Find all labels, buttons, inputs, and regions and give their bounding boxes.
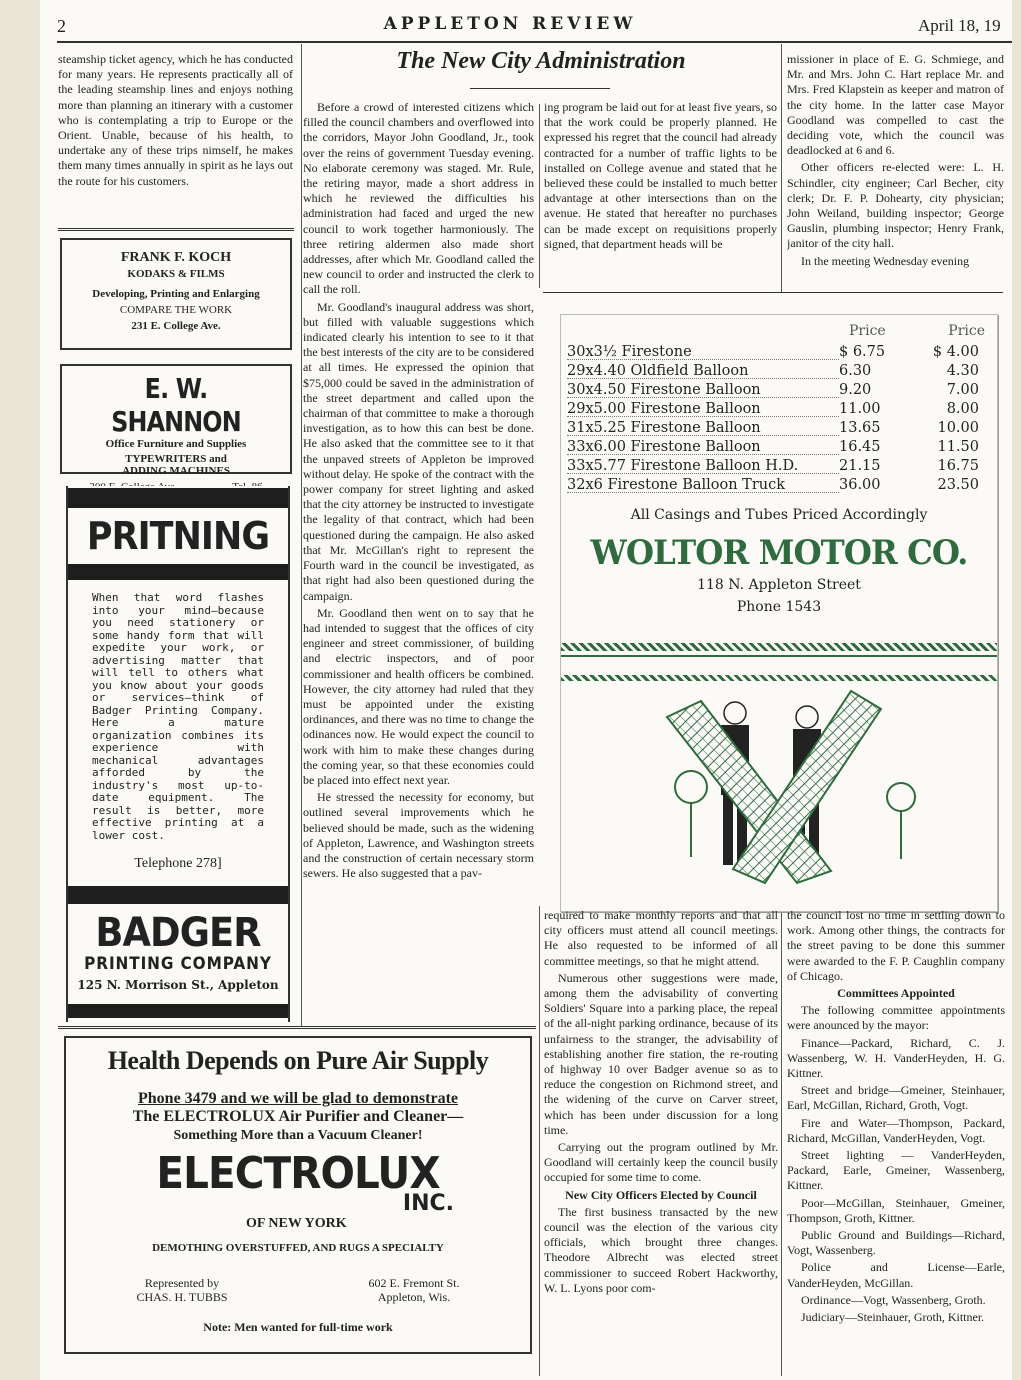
column-rule (539, 906, 540, 1376)
badger-bar-top (68, 488, 288, 508)
travel-text: steamship ticket agency, which he has conducted for many years. He represents practically all of the leading steamship lines and enjoys nothing more than planning an itinerary with a customer who is contemplating a trip to Europe or the Orient. Unable, because of his health, to undertake any of these trips nimself, he makes them many times annually in spirit as he lays out the route for his customers. (58, 52, 293, 188)
badger-phone: Telephone 278] (134, 856, 222, 871)
divider (58, 228, 294, 234)
badger-address: 125 N. Morrison St., Appleton (77, 978, 279, 992)
article-col3-bottom: the council lost no time in settling down to work. Among other things, the contracts for the street paving to be done this summer were awarded to the F. P. Caughlin company of Chicago. Committees Appointed The following committee appointments were anounced by the mayor: Finance—Packard, Richard, C. J. Wassenberg, W. H. VanderHeyden, H. G. Kittner. Street and bridge—Gmeiner, Steinhauer, Earl, McGillan, Richard, Groth, Vogt. Fire and Water—Thompson, Packard, Richard, McGillan, VanderHeyden, Vogt. Street lighting — VanderHeyden, Packard, Earle, Gmeiner, Wassenberg, Kittner. Poor—McGillan, Steinhauer, Gmeiner, Thompson, Groth, Kittner. Public Ground and Buildings—Richard, Vogt, Wassenberg. Police and License—Earle, VanderHeyden, McGillan. Ordinance—Vogt, Wassenberg, Groth. Judiciary—Steinhauer, Groth, Kittner. (787, 908, 1005, 1325)
tree-icon (675, 771, 707, 857)
electrolux-name: ELECTROLUX (156, 1148, 440, 1199)
tire-row (567, 419, 997, 438)
electrolux-line1: Phone 3479 and we will be glad to demonstrate (138, 1090, 458, 1107)
article-col2-top: ing program be laid out for at least five years, so that the work could be properly planned. He expressed his regret that the council had already contracted for a number of traffic lights to be installed on College avenue and stated that he believed these could be installed to much better advantage at other intersections than on the avenue. He stated that hereafter no purchases can be made except on requisitions properly signed, that department heads will be (544, 100, 777, 251)
note-label: Note: (203, 1320, 232, 1334)
tire-price-1: 13.65 (839, 420, 881, 436)
publication-title: APPLETON REVIEW (383, 14, 637, 34)
woltor-name: WOLTOR MOTOR CO. (590, 533, 968, 573)
badger-bar-low (68, 886, 288, 904)
electrolux-line3: Something More than a Vacuum Cleaner! (173, 1128, 423, 1143)
badger-bar-mid (68, 564, 288, 580)
tire-name: 33x6.00 Firestone Balloon (567, 438, 839, 455)
tire-price-1: 9.20 (839, 382, 872, 398)
price-header-1: Price (849, 323, 886, 339)
tire-price-2: 4.30 (946, 363, 979, 379)
note-text: Men wanted for full-time work (234, 1320, 393, 1334)
tire-price-1: $ 6.75 (839, 344, 886, 360)
article-title: The New City Administration (396, 48, 686, 74)
tire-price-2: 10.00 (937, 420, 979, 436)
electrolux-city: OF NEW YORK (246, 1216, 347, 1231)
badger-ad (66, 486, 290, 1022)
officers-heading: New City Officers Elected by Council (565, 1187, 757, 1202)
tire-price-2: 7.00 (946, 382, 979, 398)
tree-icon (887, 783, 915, 859)
article-col1: Before a crowd of interested citizens which filled the council chambers and overflowed into the corridors, Mayor John Goodland, Jr., took over the reins of government Tuesday evening. No elaborate ceremony was staged. Mr. Rule, the retiring mayor, made a short address in which he reviewed the difficulties his administration had faced and urged the new council to work together harmoniously. The three retiring aldermen also made short addresses, after which Mr. Goodland called the new council to order and instructed the clerk to call the roll. Mr. Goodland's inaugural address was short, but filled with valuable suggestions which indicated clearly his intention to see to it that the best interests of the city are to be considered at all times. He expressed the opinion that $75,000 could be saved in the administration of the street department and called upon the chairman of that committee to make a thorough investigation, as to how this can best be done. He also asked that the committee see to it that the unpaved streets of Appleton be improved without delay. He spoke of the contract with the power company for street lighting and asked that the city attorney be instructed to investigate the legality of that contract, which had been questioned during the campaign. He also asked that Mr. McGillan's right to represent the Fourth ward in the council be investigated, as that right had also been questioned during the campaign. Mr. Goodland then went on to say that he had intended to suggest that the offices of city engineer and street commissioner, of building and electric inspectors, and of poor commissioner and health officers be combined. However, the city attorney had ruled that they must be appointed under the existing ordinances, and there was no time to change the odinances now. He would expect the council to work with him to make these changes during the coming year, so that these economies could be placed into effect next year. He stressed the necessity for economy, but outlined several improvements which he believed should be made, such as the widening of Appleton, Lawrence, and Washington streets and the construction of certain necessary storm sewers. He also suggested that a pav- (303, 100, 534, 881)
shannon-line2: TYPEWRITERS and (125, 453, 227, 465)
tire-men-illustration (561, 687, 997, 887)
electrolux-line2: The ELECTROLUX Air Purifier and Cleaner— (132, 1108, 464, 1125)
badger-body: When that word flashes into your mind—because you need stationery or some handy form that will expedite your work, or advertising matter that will tell to others what you know about your goods or services—think of Badger Printing Company. Here a mature organization combines its experience with mechanical advantages afforded by the industry's most up-to-date equipment. The result is better, more effective printing at a lower cost. (92, 591, 264, 842)
tire-name: 33x5.77 Firestone Balloon H.D. (567, 457, 839, 474)
title-rule (470, 88, 610, 89)
tire-row (567, 362, 997, 381)
woltor-note: All Casings and Tubes Priced Accordingly (630, 507, 928, 523)
column-rule (539, 104, 540, 288)
article-col2-bottom: required to make monthly reports and that all city officers must attend all council meetings. He also requested to be informed of all committee meetings, so that he might attend. Numerous other suggestions were made, among them the advisability of converting Soldiers' Square into a parking place, the repeal of the all-night parking ordinance, because of its unfairness to the stranger, the advisability of establishing another fire station, the re-routing of highway 10 over Badger avenue so as to reduce the congestion on Richmond street, and the widening of the curve on Carver street, which has been under discussion for a long time. Carrying out the program outlined by Mr. Goodland will certainly keep the council busily occupied for some time to come. New City Officers Elected by Council The first business transacted by the new council was the election of the various city officials, which brought three changes. Theodore Albrecht was elected street commissioner to succeed Robert Hackworthy, W. L. Lyons poor com- (544, 908, 778, 1295)
tire-price-2: 23.50 (937, 477, 979, 493)
divider (58, 1026, 536, 1032)
tire-row (567, 457, 997, 476)
rep-address-2: Appleton, Wis. (377, 1290, 451, 1304)
electrolux-ad (64, 1036, 532, 1354)
electrolux-headline: Health Depends on Pure Air Supply (107, 1046, 489, 1075)
badger-name2: PRINTING COMPANY (84, 954, 272, 974)
badger-headline: PRITNING (86, 514, 270, 558)
tire-price-1: 11.00 (839, 401, 881, 417)
woltor-border-stripe (561, 643, 997, 651)
tire-name: 29x4.40 Oldfield Balloon (567, 362, 839, 379)
page-number: 2 (57, 16, 66, 36)
tire-row (567, 381, 997, 400)
shannon-name: E. W. SHANNON (111, 372, 241, 438)
column-rule (781, 44, 782, 292)
tire-price-1: 16.45 (839, 439, 881, 455)
tire-name: 30x4.50 Firestone Balloon (567, 381, 839, 398)
tire-name: 31x5.25 Firestone Balloon (567, 419, 839, 436)
rep-name: CHAS. H. TUBBS (136, 1290, 228, 1304)
shannon-line1: Office Furniture and Supplies (105, 438, 247, 450)
rep-address-1: 602 E. Fremont St. (368, 1276, 460, 1290)
tire-price-1: 6.30 (839, 363, 872, 379)
tire-price-1: 36.00 (839, 477, 881, 493)
committees-heading: Committees Appointed (837, 986, 955, 1001)
price-header-2: Price (948, 323, 985, 339)
woltor-border-stripe-2 (561, 675, 997, 681)
koch-ad (60, 238, 292, 350)
tire-name: 30x3½ Firestone (567, 343, 839, 360)
tire-price-2: $ 4.00 (932, 344, 979, 360)
ad-top-rule (543, 292, 1003, 293)
header-rule (57, 41, 1012, 43)
tire-price-2: 8.00 (946, 401, 979, 417)
electrolux-inc: INC. (402, 1191, 454, 1216)
woltor-address: 118 N. Appleton Street (697, 577, 861, 593)
tire-price-list (561, 343, 997, 495)
tire-row (567, 343, 997, 362)
electrolux-specialty: DEMOTHING OVERSTUFFED, AND RUGS A SPECIALTY (152, 1242, 444, 1254)
column-rule (301, 44, 302, 1026)
rep-label: Represented by (144, 1276, 220, 1290)
tire-row (567, 476, 997, 495)
tire-price-2: 16.75 (937, 458, 979, 474)
badger-bar-bottom (68, 1004, 288, 1018)
woltor-phone: Phone 1543 (736, 599, 822, 615)
tire-price-1: 21.15 (839, 458, 881, 474)
koch-line2: Developing, Printing and Enlarging (92, 288, 260, 300)
tire-row (567, 400, 997, 419)
koch-address: 231 E. College Ave. (131, 320, 221, 332)
shannon-ad (60, 364, 292, 477)
koch-line3: COMPARE THE WORK (119, 304, 233, 316)
tire-row (567, 438, 997, 457)
tire-name: 32x6 Firestone Balloon Truck (567, 476, 839, 493)
column-rule (781, 906, 782, 1376)
issue-date: April 18, 19 (918, 16, 1001, 35)
koch-name: FRANK F. KOCH (120, 250, 232, 265)
woltor-rule (561, 655, 997, 675)
tire-name: 29x5.00 Firestone Balloon (567, 400, 839, 417)
shannon-line3: ADDING MACHINES (122, 465, 230, 477)
article-col3-top: missioner in place of E. G. Schmiege, and Mr. and Mrs. John C. Hart replace Mr. and Mrs. Fred Klapstein as keeper and matron of the city home. In the latter case Mayor Goodland was compelled to cast the deciding vote, which the council was deadlocked at 6 and 6. Other officers re-elected were: L. H. Schindler, city engineer; Carl Becher, city clerk; Dr. F. P. Dohearty, city physician; John Weiland, building inspector; George Gauslin, plumbing inspector; Henry Frank, janitor of the city hall. In the meeting Wednesday evening (787, 52, 1004, 268)
badger-name: BADGER (95, 910, 261, 956)
woltor-ad (560, 314, 998, 912)
koch-line1: KODAKS & FILMS (127, 268, 225, 280)
tire-price-2: 11.50 (937, 439, 979, 455)
